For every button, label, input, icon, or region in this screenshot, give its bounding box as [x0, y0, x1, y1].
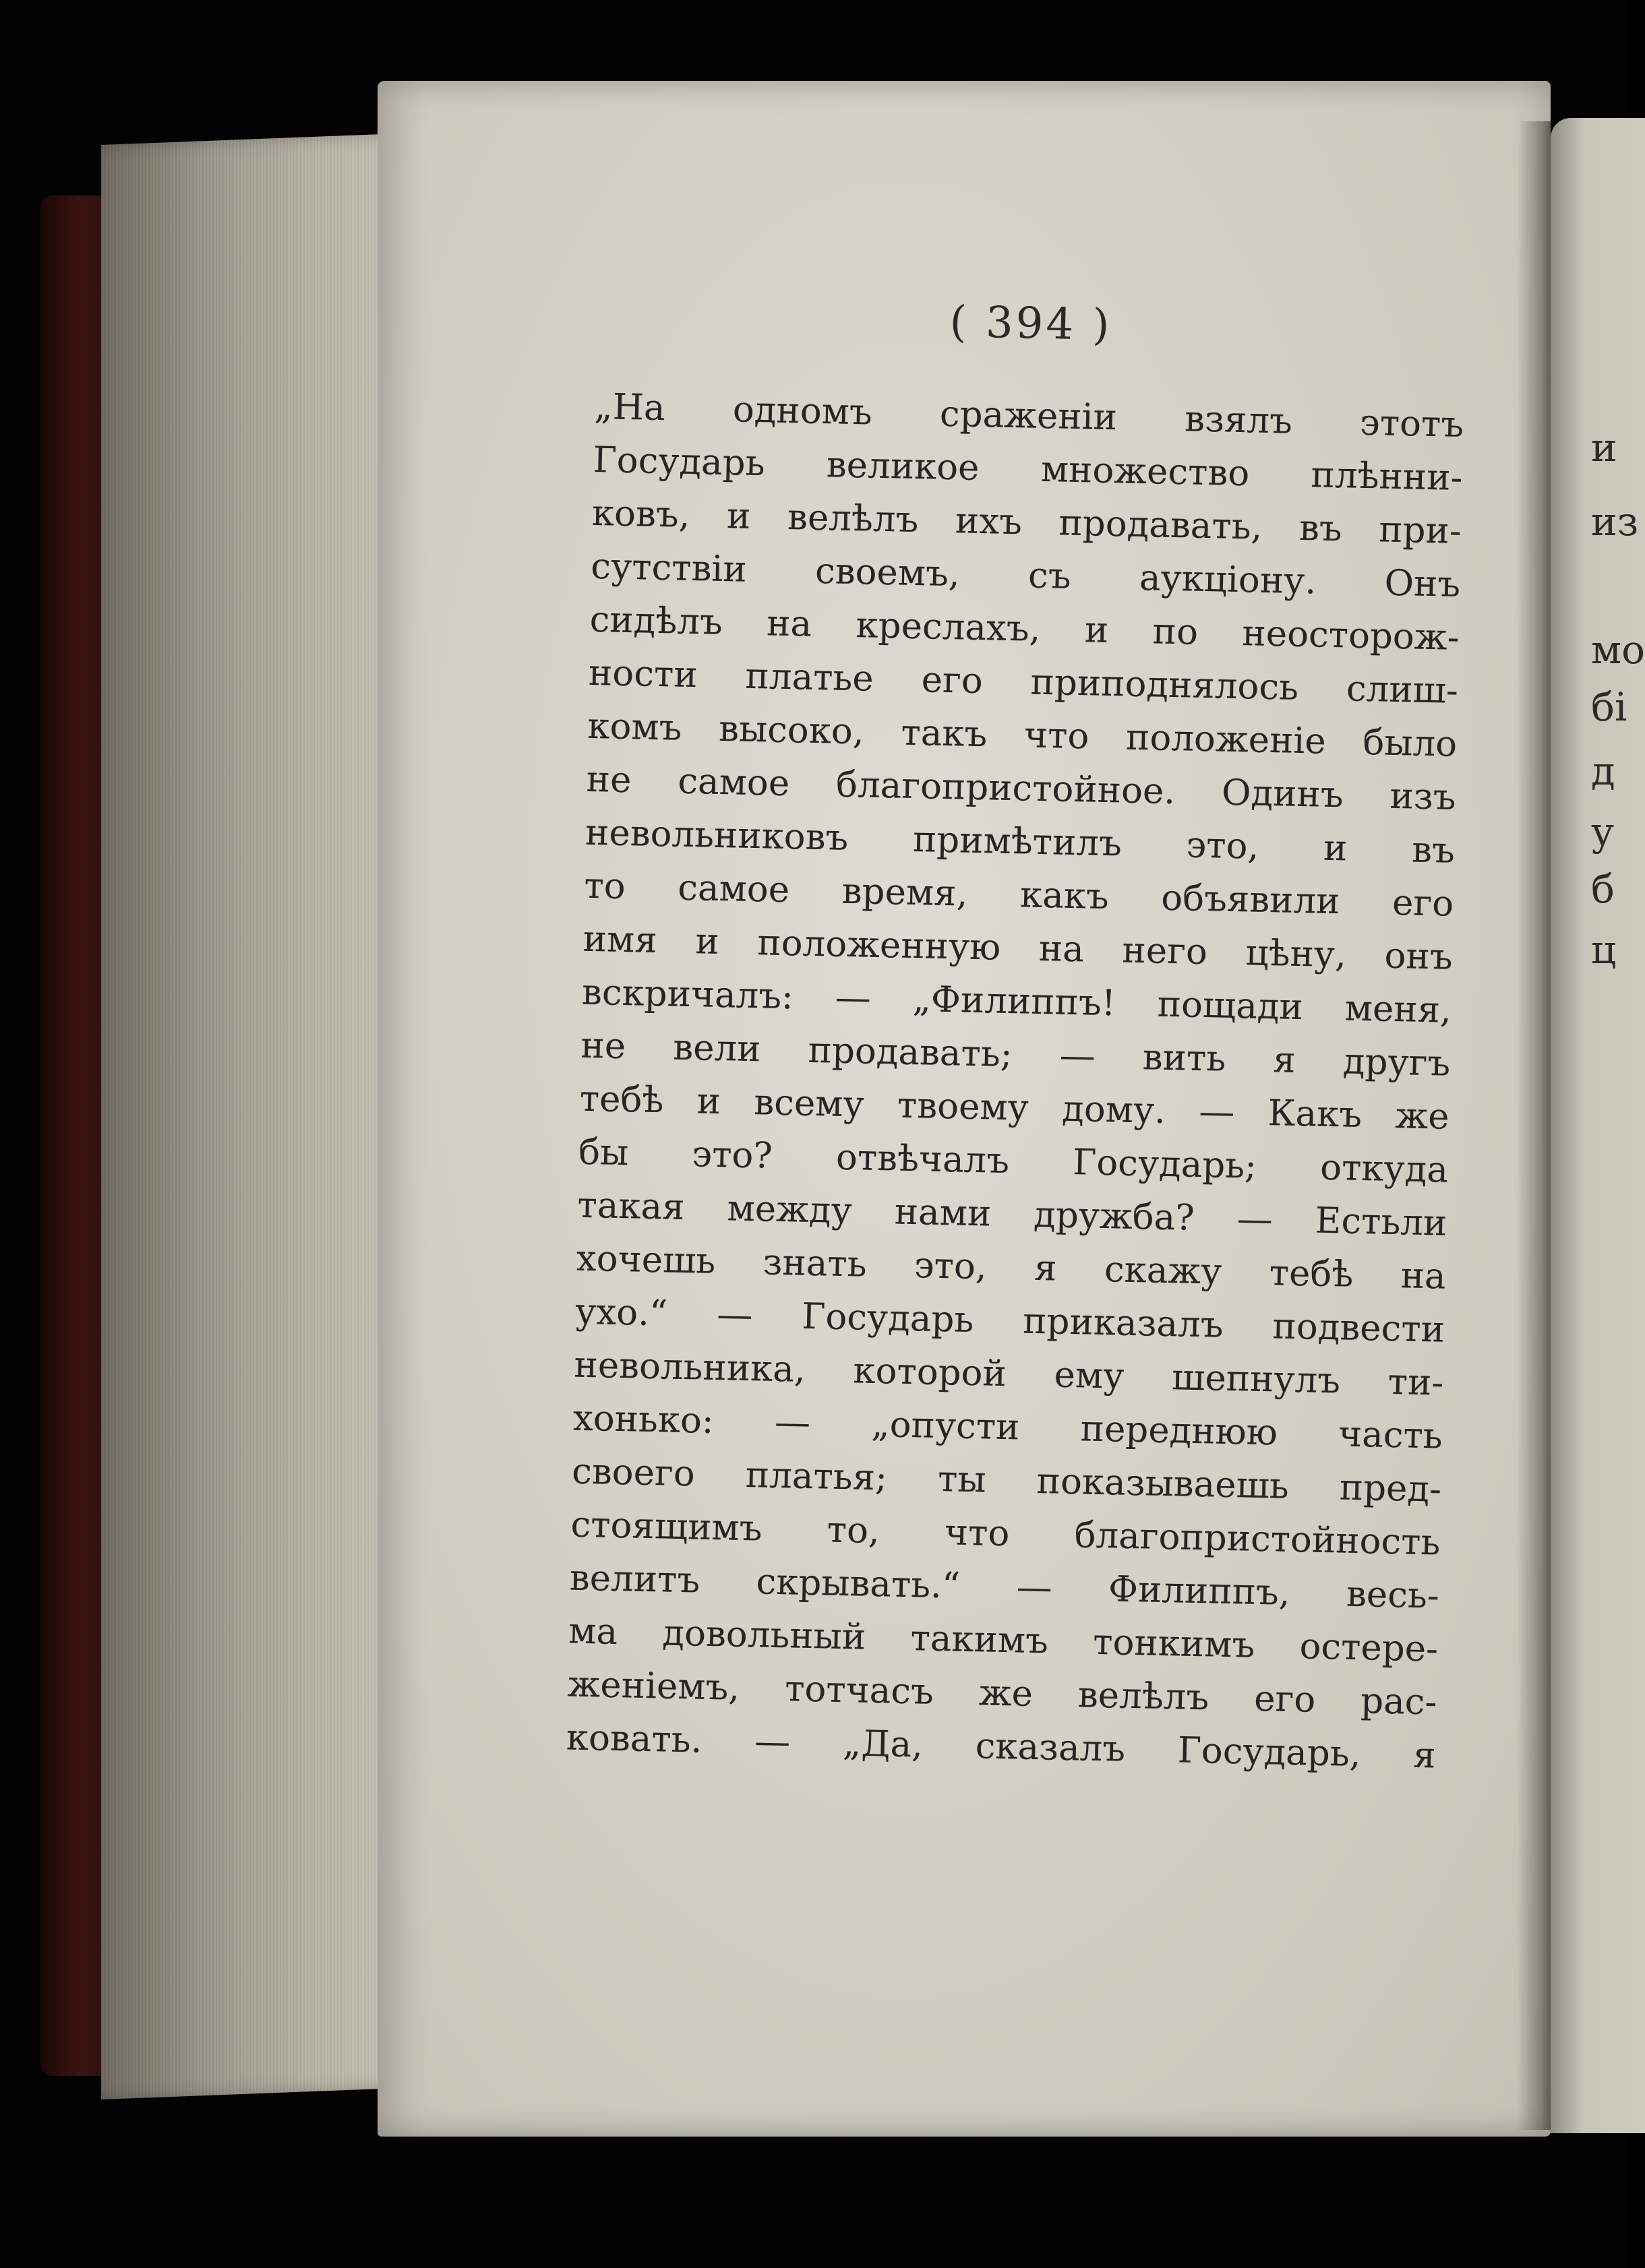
facing-page-fragment: и — [1591, 425, 1617, 470]
facing-page-fragment: у — [1591, 809, 1615, 855]
text-line: женіемъ, тотчасъ же велѣлъ его рас- — [567, 1663, 1438, 1723]
text-line: хонько: — „опусти переднюю часть — [572, 1397, 1443, 1457]
facing-page-fragment: б — [1591, 866, 1615, 912]
text-line: бы это? отвѣчалъ Государь; откуда — [578, 1131, 1449, 1191]
facing-page-edge — [1551, 118, 1645, 2133]
text-line: своего платья; ты показываешь пред- — [571, 1450, 1442, 1510]
page-text-block — [566, 290, 1466, 1783]
facing-page-fragment: из — [1591, 499, 1639, 545]
text-line: сутствіи своемъ, съ аукціону. Онъ — [590, 545, 1461, 605]
text-line: ма довольный такимъ тонкимъ остере- — [568, 1610, 1439, 1670]
facing-page-fragment: ц — [1591, 927, 1617, 973]
page-number: ( 394 ) — [949, 297, 1113, 351]
text-line: комъ высоко, такъ что положеніе было — [587, 705, 1458, 765]
page-stack-edges — [101, 133, 411, 2100]
text-line: ухо.“ — Государь приказалъ подвести — [574, 1291, 1445, 1351]
text-line: имя и положенную на него цѣну, онъ — [582, 918, 1454, 978]
text-line: такая между нами дружба? — Естьли — [576, 1184, 1447, 1244]
text-line: не вели продавать; — вить я другъ — [580, 1024, 1451, 1084]
text-line: „На одномъ сраженіи взялъ этотъ — [593, 386, 1464, 446]
facing-page-fragment: д — [1591, 748, 1615, 794]
facing-page-fragment: мо — [1591, 627, 1645, 673]
text-line: невольника, которой ему шепнулъ ти- — [573, 1344, 1444, 1404]
text-line: хочешь знать это, я скажу тебѣ на — [576, 1237, 1447, 1297]
text-line: то самое время, какъ объявили его — [583, 865, 1454, 925]
text-line: Государь великое множество плѣнни- — [593, 439, 1464, 499]
text-line: ковать. — „Да, сказалъ Государь, я — [566, 1717, 1437, 1777]
page-body — [566, 380, 1464, 1783]
text-line: велитъ скрывать.“ — Филиппъ, весь- — [569, 1557, 1440, 1617]
text-line: ности платье его приподнялось слиш- — [588, 652, 1459, 712]
text-line: не самое благопристойное. Одинъ изъ — [586, 758, 1457, 818]
text-line: вскричалъ: — „Филиппъ! пощади меня, — [581, 971, 1452, 1031]
text-line: сидѣлъ на креслахъ, и по неосторож- — [589, 599, 1460, 658]
text-line: стоящимъ то, что благопристойность — [570, 1504, 1441, 1564]
text-line: тебѣ и всему твоему дому. — Какъ же — [579, 1078, 1450, 1138]
text-line: ковъ, и велѣлъ ихъ продавать, въ при- — [591, 492, 1462, 552]
facing-page-fragment: бі — [1591, 684, 1627, 730]
text-line: невольниковъ примѣтилъ это, и въ — [585, 811, 1456, 871]
